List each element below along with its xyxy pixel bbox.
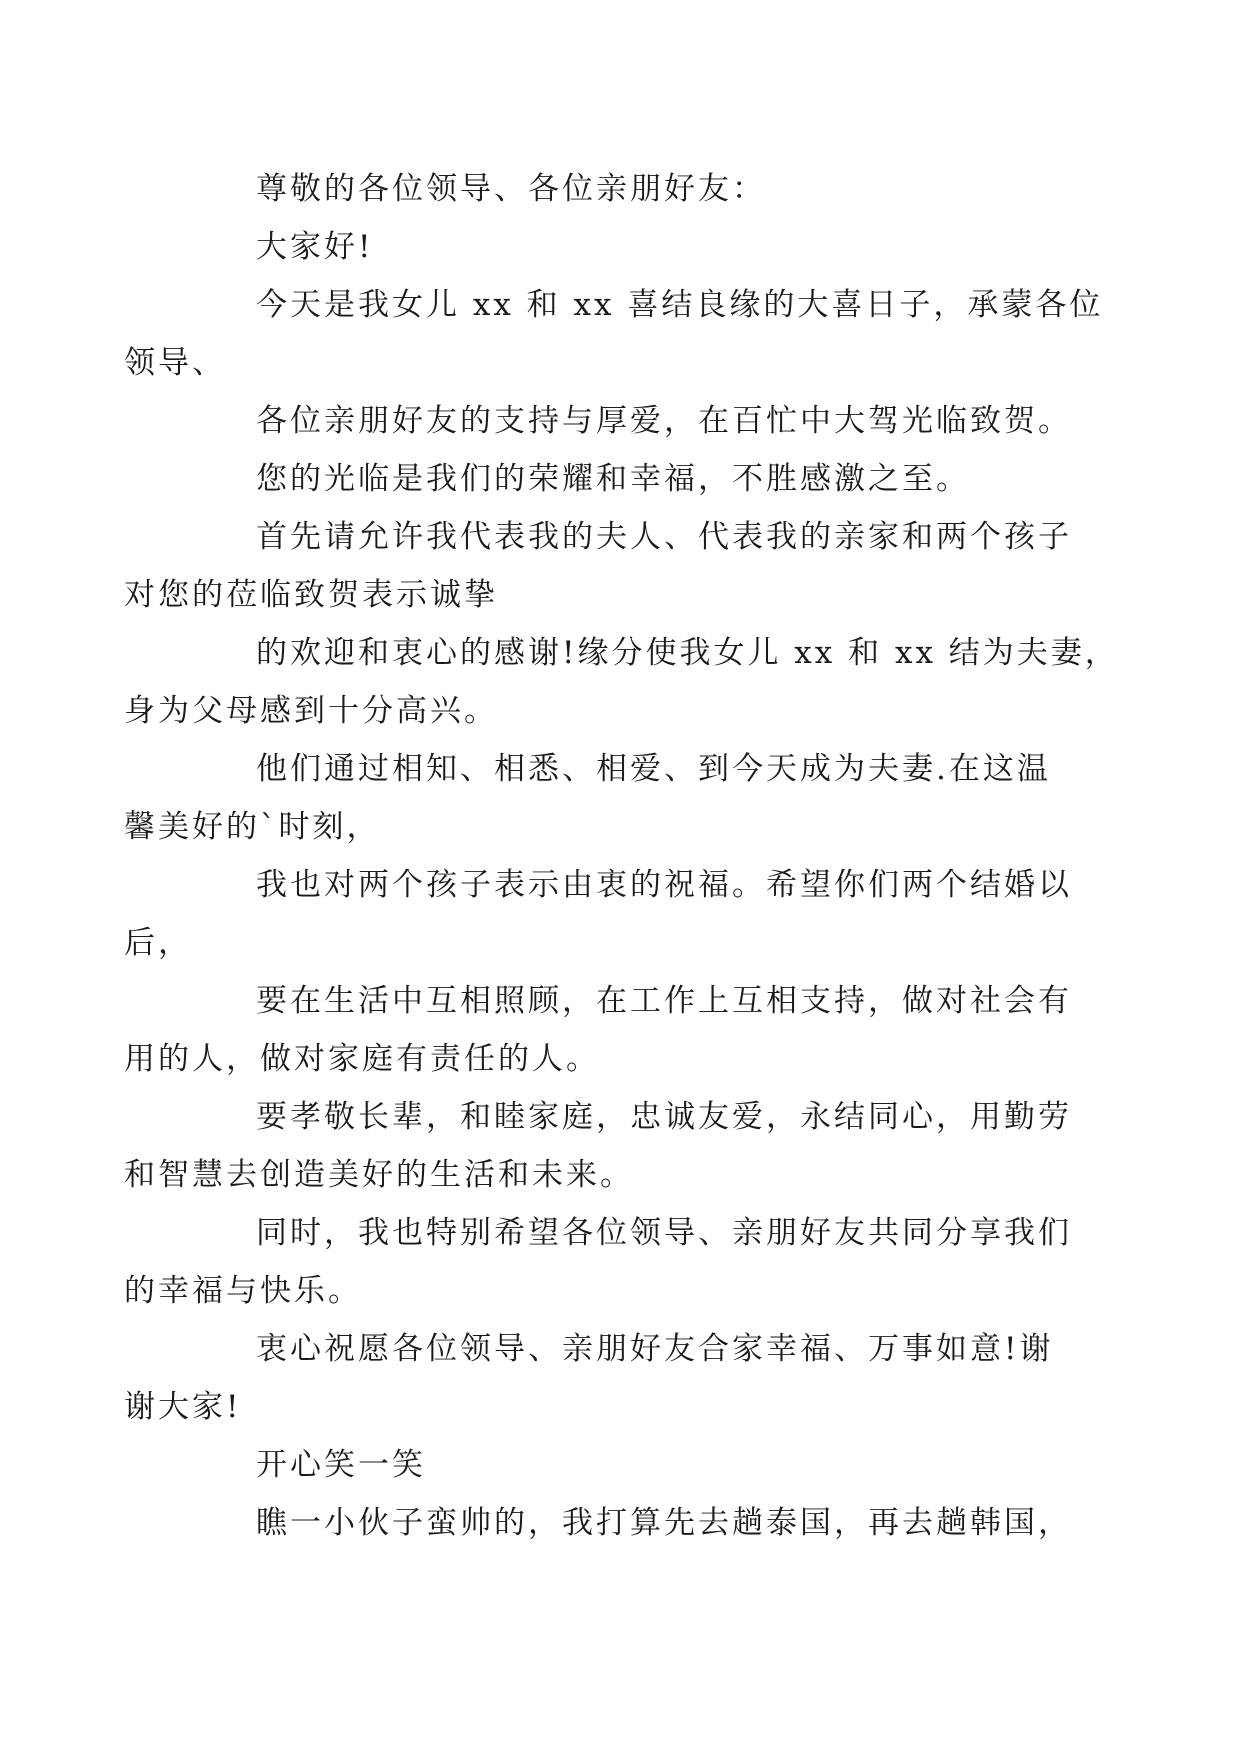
- text-line: 大家好!: [256, 229, 374, 265]
- text-line: 馨美好的`时刻，: [124, 809, 381, 845]
- paragraph: [124, 276, 1104, 392]
- paragraph: [190, 1494, 1070, 1552]
- text-line: 后，: [124, 925, 192, 961]
- text-line: 对您的莅临致贺表示诚挚: [124, 577, 498, 613]
- text-line: 瞧一小伙子蛮帅的，我打算先去趟泰国，再去趟韩国，: [256, 1505, 1072, 1541]
- text-line: 和智慧去创造美好的生活和未来。: [124, 1157, 634, 1193]
- text-line: 的幸福与快乐。: [124, 1273, 362, 1309]
- text-line: 同时，我也特别希望各位领导、亲朋好友共同分享我们: [256, 1215, 1072, 1251]
- text-line: 您的光临是我们的荣耀和幸福，不胜感激之至。: [256, 461, 970, 497]
- text-line: 首先请允许我代表我的夫人、代表我的亲家和两个孩子: [256, 519, 1072, 555]
- paragraph: [124, 740, 1070, 856]
- text-line: 衷心祝愿各位领导、亲朋好友合家幸福、万事如意!谢: [256, 1331, 1054, 1367]
- text-line: 谢大家!: [124, 1389, 242, 1425]
- paragraph: [124, 1088, 1072, 1204]
- text-line: 要孝敬长辈，和睦家庭，忠诚友爱，永结同心，用勤劳: [256, 1099, 1072, 1135]
- paragraph: [190, 450, 1070, 508]
- paragraph: [124, 1204, 1072, 1320]
- paragraph: [124, 624, 1119, 740]
- text-line: 身为父母感到十分高兴。: [124, 693, 498, 729]
- text-line: 他们通过相知、相悉、相爱、到今天成为夫妻.在这温: [256, 751, 1051, 787]
- paragraph: [124, 1320, 1070, 1436]
- paragraph: [124, 972, 1072, 1088]
- text-line: 要在生活中互相照顾，在工作上互相支持，做对社会有: [256, 983, 1072, 1019]
- paragraph: [124, 856, 1072, 972]
- text-line: 领导、: [124, 345, 226, 381]
- text-line: 尊敬的各位领导、各位亲朋好友：: [256, 171, 766, 207]
- paragraph: [124, 508, 1072, 624]
- paragraph: [190, 1436, 1070, 1494]
- text-line: 的欢迎和衷心的感谢!缘分使我女儿 xx 和 xx 结为夫妻，: [256, 635, 1119, 671]
- paragraph: [190, 218, 1070, 276]
- paragraph: [190, 160, 1070, 218]
- text-line: 开心笑一笑: [256, 1447, 426, 1483]
- paragraph: [190, 392, 1070, 450]
- text-line: 我也对两个孩子表示由衷的祝福。希望你们两个结婚以: [256, 867, 1072, 903]
- text-line: 各位亲朋好友的支持与厚爱，在百忙中大驾光临致贺。: [256, 403, 1072, 439]
- text-line: 今天是我女儿 xx 和 xx 喜结良缘的大喜日子，承蒙各位: [256, 287, 1104, 323]
- document-body: [124, 160, 1119, 1552]
- text-line: 用的人，做对家庭有责任的人。: [124, 1041, 600, 1077]
